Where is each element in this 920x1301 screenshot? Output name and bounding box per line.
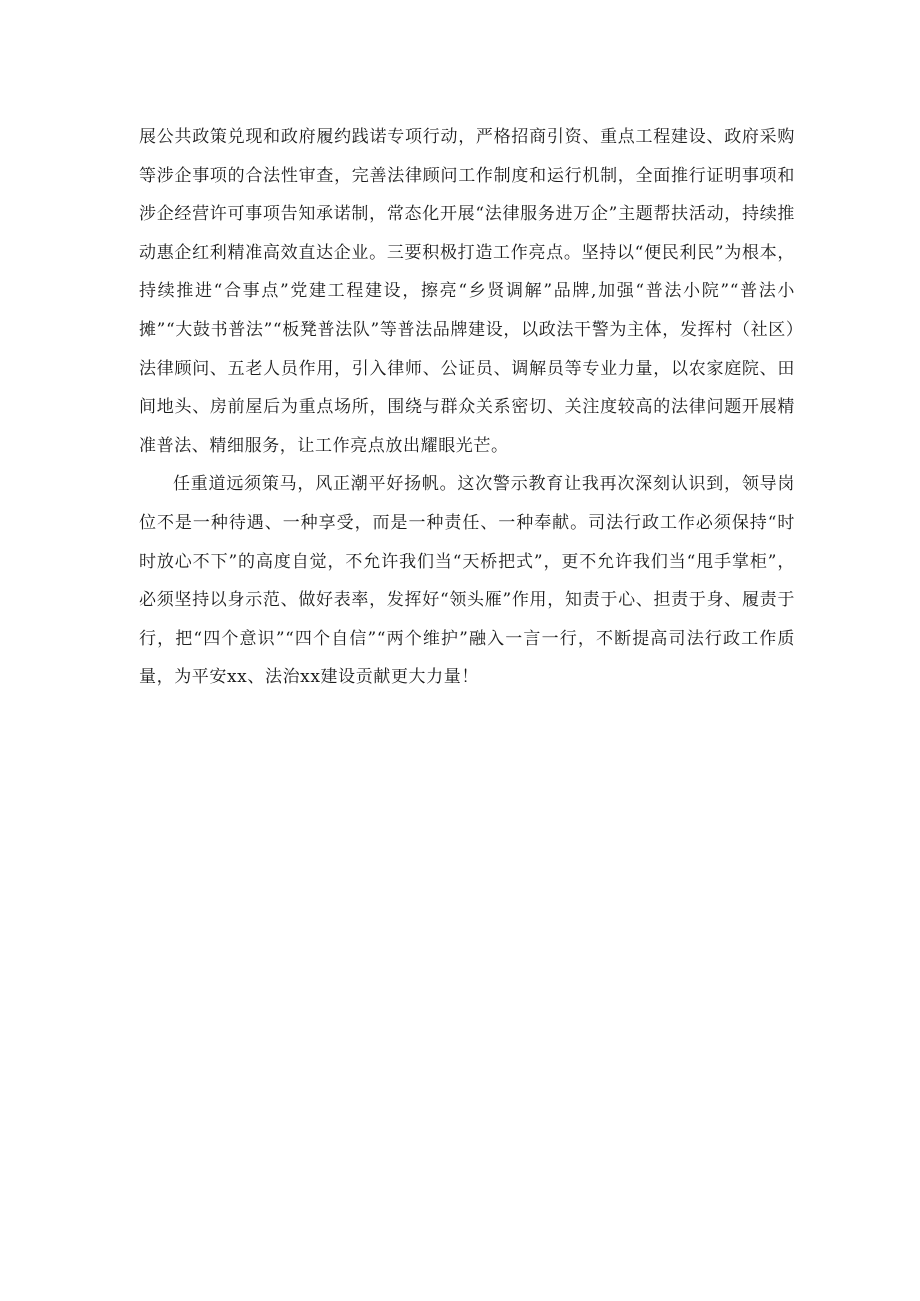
paragraph-1: 展公共政策兑现和政府履约践诺专项行动，严格招商引资、重点工程建设、政府采购等涉企事项的合法性审查，完善法律顾问工作制度和运行机制，全面推行证明事项和涉企经营许可事项告知承诺制，常态化开展“法律服务进万企”主题帮扶活动，持续推动惠企红利精准高效直达企业。三要积极打造工作亮点。坚持以“便民利民”为根本，持续推进“合事点”党建工程建设，擦亮“乡贤调解”品牌,加强“普法小院”“普法小摊”“大鼓书普法”“板凳普法队”等普法品牌建设，以政法干警为主体，发挥村（社区）法律顾问、五老人员作用，引入律师、公证员、调解员等专业力量，以农家庭院、田间地头、房前屋后为重点场所，围绕与群众关系密切、关注度较高的法律问题开展精准普法、精细服务，让工作亮点放出耀眼光芒。 (139, 127, 795, 456)
document-body (139, 118, 795, 697)
paragraph-2: 任重道远须策马，风正潮平好扬帆。这次警示教育让我再次深刻认识到，领导岗位不是一种待遇、一种享受，而是一种责任、一种奉献。司法行政工作必须保持“时时放心不下”的高度自觉，不允许我们当“天桥把式”，更不允许我们当“甩手掌柜”，必须坚持以身示范、做好表率，发挥好“领头雁”作用，知责于心、担责于身、履责于行，把“四个意识”“四个自信”“两个维护”融入一言一行，不断提高司法行政工作质量，为平安xx、法治xx建设贡献更大力量！ (139, 474, 795, 688)
